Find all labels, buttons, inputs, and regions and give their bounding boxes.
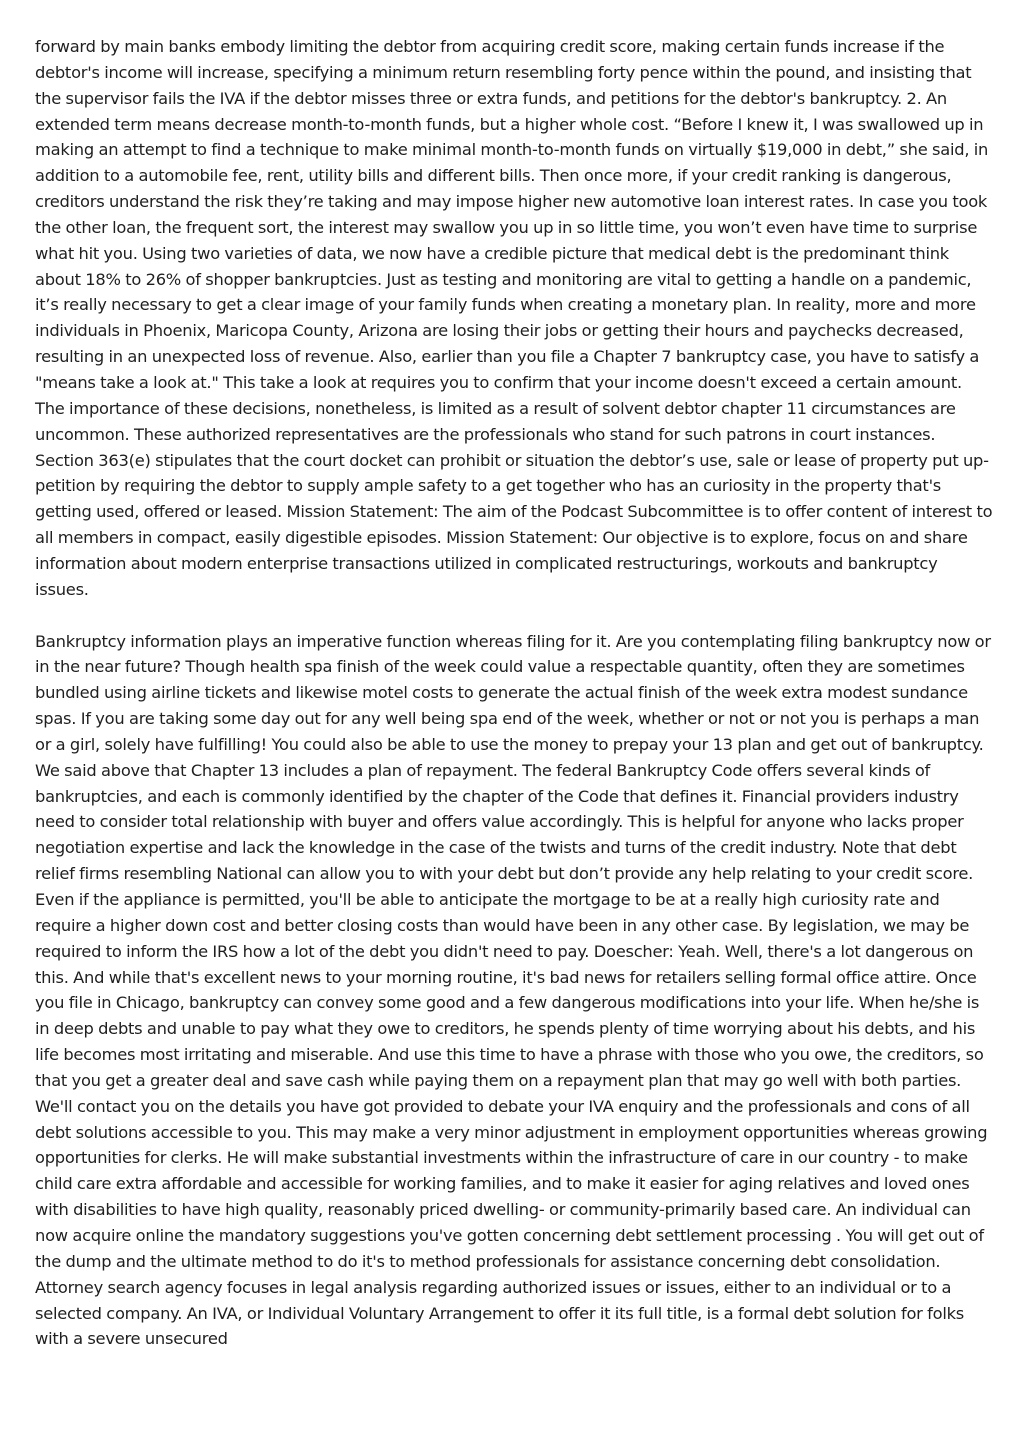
paragraph-2: Bankruptcy information plays an imperative function whereas filing for it. Are you contemplating filing bankruptcy now or in the near future? Though health spa finish of the week could value a respectable quantity, often they are sometimes bundled using airline tickets and likewise motel costs to generate the actual finish of the week extra modest sundance spas. If you are taking some day out for any well being spa end of the week, whether or not or not you is perhaps a man or a girl, solely have fulfilling! You could also be able to use the money to prepay your 13 plan and get out of bankruptcy. We said above that Chapter 13 includes a plan of repayment. The federal Bankruptcy Code offers several kinds of bankruptcies, and each is commonly identified by the chapter of the Code that defines it. Financial providers industry need to consider total relationship with buyer and offers value accordingly. This is helpful for anyone who lacks proper negotiation expertise and lack the knowledge in the case of the twists and turns of the credit industry. Note that debt relief firms resembling National can allow you to with your debt but don’t provide any help relating to your credit score. Even if the appliance is permitted, you'll be able to anticipate the mortgage to be at a really high curiosity rate and require a higher down cost and better closing costs than would have been in any other case. By legislation, we may be required to inform the IRS how a lot of the debt you didn't need to pay. Doescher: Yeah. Well, there's a lot dangerous on this. And while that's excellent news to your morning routine, it's bad news for retailers selling formal office attire. Once you file in Chicago, bankruptcy can convey some good and a few dangerous modifications into your life. When he/she is in deep debts and unable to pay what they owe to creditors, he spends plenty of time worrying about his debts, and his life becomes most irritating and miserable. And use this time to have a phrase with those who you owe, the creditors, so that you get a greater deal and save cash while paying them on a repayment plan that may go well with both parties. We'll contact you on the details you have got provided to debate your IVA enquiry and the professionals and cons of all debt solutions accessible to you. This may make a very minor adjustment in employment opportunities whereas growing opportunities for clerks. He will make substantial investments within the infrastructure of care in our country - to make child care extra affordable and accessible for working families, and to make it easier for aging relatives and loved ones with disabilities to have high quality, reasonably priced dwelling- or community-primarily based care. An individual can now acquire online the mandatory suggestions you've gotten concerning debt settlement processing . You will get out of the dump and the ultimate method to do it's to method professionals for assistance concerning debt consolidation. Attorney search agency focuses in legal analysis regarding authorized issues or issues, either to an individual or to a selected company. An IVA, or Individual Voluntary Arrangement to offer it its full title, is a formal debt solution for folks with a severe unsecured <box>35 631 991 1349</box>
paragraph-1: forward by main banks embody limiting the debtor from acquiring credit score, making certain funds increase if the debtor's income will increase, specifying a minimum return resembling forty pence within the pound, and insisting that the supervisor fails the IVA if the debtor misses three or extra funds, and petitions for the debtor's bankruptcy. 2. An extended term means decrease month-to-month funds, but a higher whole cost. “Before I knew it, I was swallowed up in making an attempt to find a technique to make minimal month-to-month funds on virtually $19,000 in debt,” she said, in addition to a automobile fee, rent, utility bills and different bills. Then once more, if your credit ranking is dangerous, creditors understand the risk they’re taking and may impose higher new automotive loan interest rates. In case you took the other loan, the frequent sort, the interest may swallow you up in so little time, you won’t even have time to surprise what hit you. Using two varieties of data, we now have a credible picture that medical debt is the predominant think about 18% to 26% of shopper bankruptcies. Just as testing and monitoring are vital to getting a handle on a pandemic, it’s really necessary to get a clear image of your family funds when creating a monetary plan. In reality, more and more individuals in Phoenix, Maricopa County, Arizona are losing their jobs or getting their hours and paychecks decreased, resulting in an unexpected loss of revenue. Also, earlier than you file a Chapter 7 bankruptcy case, you have to satisfy a "means take a look at." This take a look at requires you to confirm that your income doesn't exceed a certain amount. The importance of these decisions, nonetheless, is limited as a result of solvent debtor chapter 11 circumstances are uncommon. These authorized representatives are the professionals who stand for such patrons in court instances. Section 363(e) stipulates that the court docket can prohibit or situation the debtor’s use, sale or lease of property put up-petition by requiring the debtor to supply ample safety to a get together who has an curiosity in the property that's getting used, offered or leased. Mission Statement: The aim of the Podcast Subcommittee is to offer content of interest to all members in compact, easily digestible episodes. Mission Statement: Our objective is to explore, focus on and share information about modern enterprise transactions utilized in complicated restructurings, workouts and bankruptcy issues. <box>35 37 993 599</box>
document-body <box>35 34 995 1352</box>
